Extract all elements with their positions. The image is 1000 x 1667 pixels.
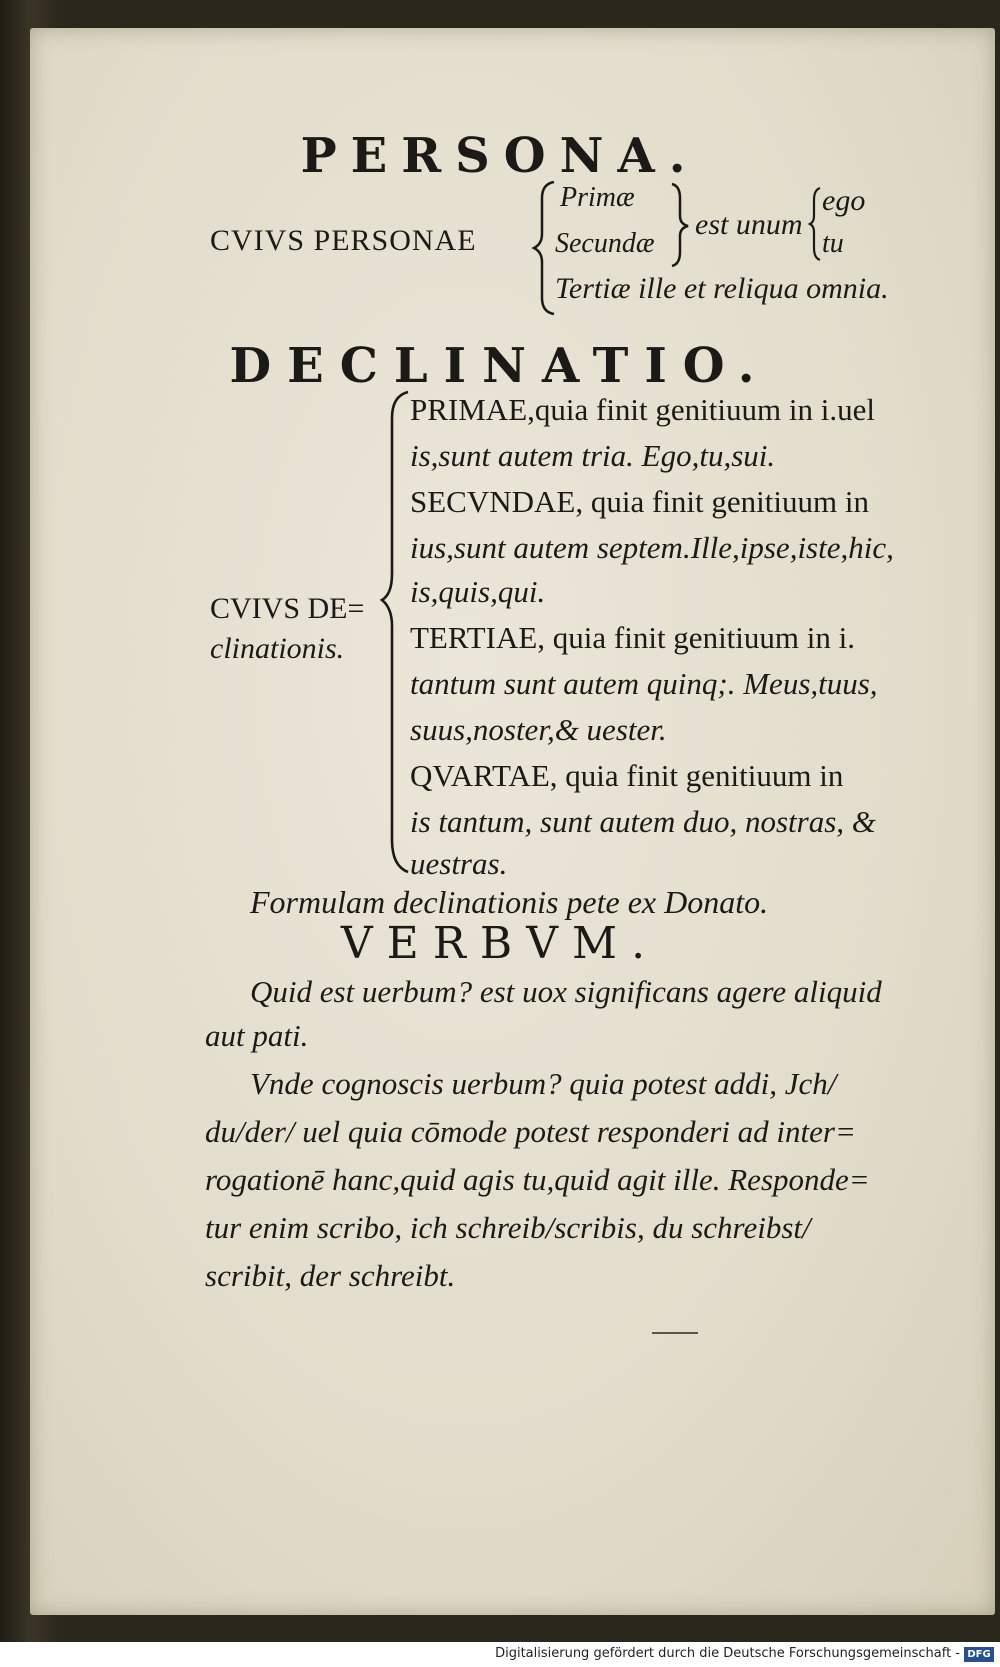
declinatio-line: is tantum, sunt autem duo, nostras, &	[410, 804, 876, 839]
verbum-line: scribit, der schreibt.	[205, 1258, 456, 1293]
declinatio-brace	[378, 388, 414, 876]
cuius-declinationis-line2: clinationis.	[210, 632, 345, 665]
verbum-line: rogationē hanc,quid agis tu,quid agit ille. Responde=	[205, 1162, 870, 1197]
verbum-line: aut pati.	[205, 1018, 309, 1053]
heading-persona: PERSONA.	[300, 128, 700, 184]
cuius-declinationis-line1: CVIVS DE=	[210, 592, 365, 625]
verbum-line: Vnde cognoscis uerbum? quia potest addi, Jch/	[250, 1066, 837, 1101]
declinatio-line: is,sunt autem tria. Ego,tu,sui.	[410, 438, 776, 473]
tu-text: tu	[822, 228, 844, 259]
secunda-text: Secundæ	[555, 228, 655, 259]
dfg-logo: DFG	[964, 1647, 994, 1662]
footer-bar	[0, 1642, 1000, 1667]
verbum-line: tur enim scribo, ich schreib/scribis, du schreibst/	[205, 1210, 811, 1245]
heading-declinatio: DECLINATIO.	[229, 338, 771, 394]
formulam-line: Formulam declinationis pete ex Donato.	[250, 884, 769, 920]
declinatio-line: ius,sunt autem septem.Ille,ipse,iste,hic,	[410, 530, 894, 565]
tertia-text: Tertiæ ille et reliqua omnia.	[555, 272, 889, 305]
footer-credit-text: Digitalisierung gefördert durch die Deutsche Forschungsgemeinschaft -	[495, 1646, 960, 1661]
est-unum-text: est unum	[695, 208, 803, 241]
declinatio-line: QVARTAE, quia finit genitiuum in	[410, 758, 844, 793]
printer-mark	[652, 1332, 698, 1334]
verbum-line: du/der/ uel quia cōmode potest responderi ad inter=	[205, 1114, 856, 1149]
persona-brace-right	[668, 180, 692, 270]
heading-verbum: VERBVM.	[340, 918, 660, 969]
declinatio-line: uestras.	[410, 846, 508, 881]
declinatio-line: suus,noster,& uester.	[410, 712, 667, 747]
declinatio-line: TERTIAE, quia finit genitiuum in i.	[410, 620, 855, 655]
verbum-line: Quid est uerbum? est uox significans agere aliquid	[250, 974, 882, 1009]
cuius-personae-label: CVIVS PERSONAE	[210, 224, 477, 257]
declinatio-line: tantum sunt autem quinq;. Meus,tuus,	[410, 666, 878, 701]
declinatio-line: PRIMAE,quia finit genitiuum in i.uel	[410, 392, 875, 427]
ego-text: ego	[822, 184, 866, 217]
declinatio-line: SECVNDAE, quia finit genitiuum in	[410, 484, 869, 519]
prima-text: Primæ	[560, 182, 635, 213]
declinatio-line: is,quis,qui.	[410, 574, 546, 609]
